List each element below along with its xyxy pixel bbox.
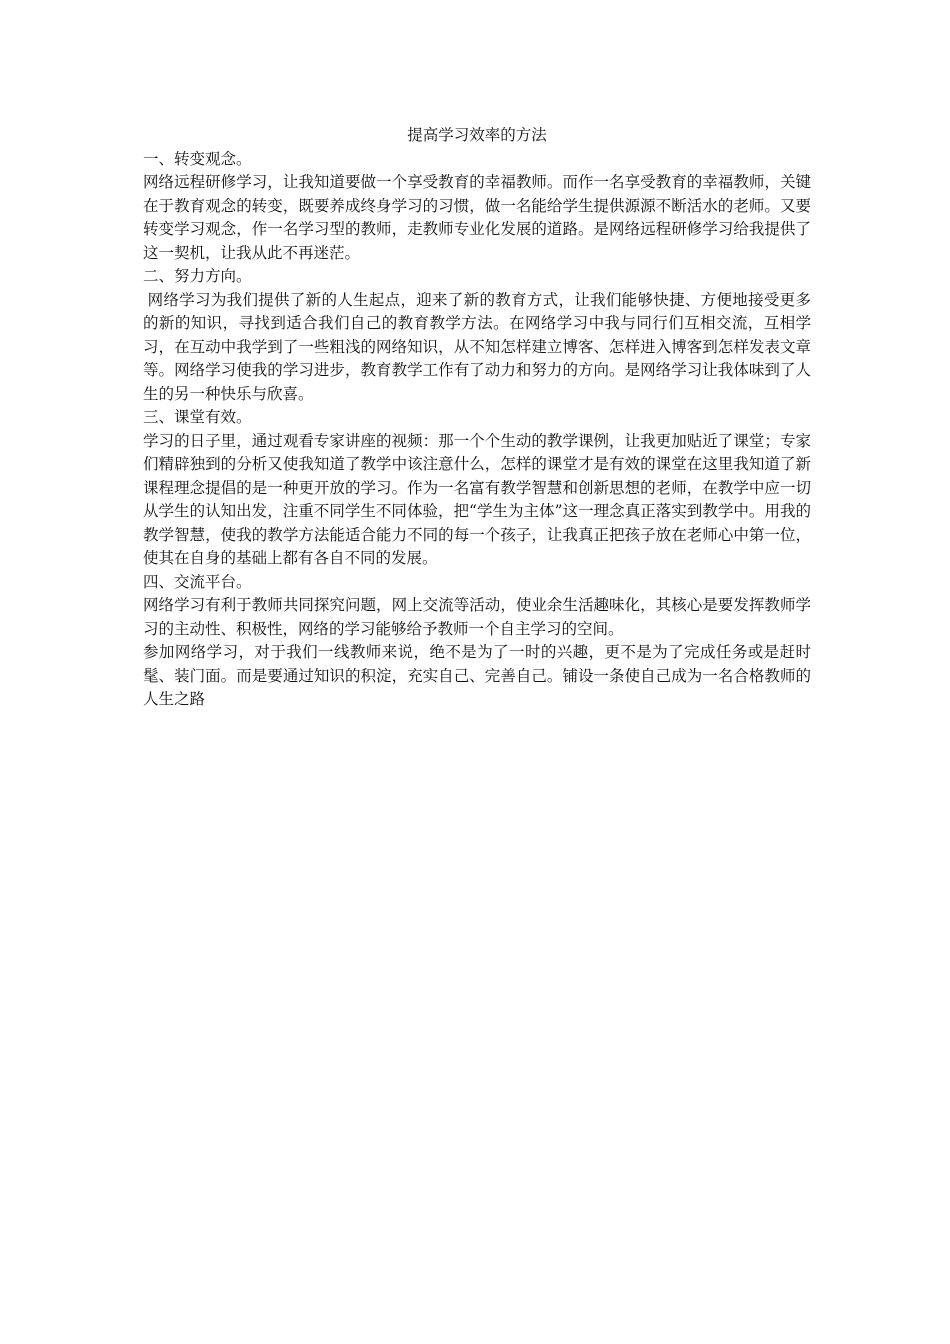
section-heading-3: 三、课堂有效。	[143, 408, 252, 426]
section-heading-1: 一、转变观念。	[143, 149, 252, 168]
section-heading-2: 二、努力方向。	[143, 267, 252, 285]
section-4-paragraph-1: 网络学习有利于教师共同探究问题，网上交流等活动，使业余生活趣味化，其核心是要发挥教师学习的主动性、积极性，网络的学习能够给予教师一个自主学习的空间。	[143, 596, 811, 638]
section-heading-4: 四、交流平台。	[143, 572, 252, 591]
section-2-paragraph-1: 网络学习为我们提供了新的人生起点，迎来了新的教育方式，让我们能够快捷、方便地接受更多的新的知识，寻找到适合我们自己的教育教学方法。在网络学习中我与同行们互相交流，互相学习，在互动中我学到了一些粗浅的网络知识，从不知怎样建立博客、怎样进入博客到怎样发表文章等。网络学习使我的学习进步，教育教学工作有了动力和努力的方向。是网络学习让我体味到了人生的另一种快乐与欣喜。	[143, 290, 811, 403]
document-title: 提高学习效率的方法	[407, 126, 547, 144]
section-3-paragraph-1: 学习的日子里，通过观看专家讲座的视频：那一个个生动的教学课例，让我更加贴近了课堂；专家们精辟独到的分析又使我知道了教学中该注意什么，怎样的课堂才是有效的课堂在这里我知道了新课程理念提倡的是一种更开放的学习。作为一名富有教学智慧和创新思想的老师，在教学中应一切从学生的认知出发，注重不同学生不同体验，把“学生为主体”这一理念真正落实到教学中。用我的教学智慧，使我的教学方法能适合能力不同的每一个孩子，让我真正把孩子放在老师心中第一位，使其在自身的基础上都有各自不同的发展。	[143, 431, 811, 567]
document-page	[143, 124, 811, 712]
section-4-paragraph-2: 参加网络学习，对于我们一线教师来说，绝不是为了一时的兴趣，更不是为了完成任务或是赶时髦、装门面。而是要通过知识的积淀，充实自己、完善自己。铺设一条使自己成为一名合格教师的人生之路	[143, 643, 811, 708]
section-1-paragraph-1: 网络远程研修学习，让我知道要做一个享受教育的幸福教师。而作一名享受教育的幸福教师，关键在于教育观念的转变，既要养成终身学习的习惯，做一名能给学生提供源源不断活水的老师。又要转变学习观念，作一名学习型的教师，走教师专业化发展的道路。是网络远程研修学习给我提供了这一契机，让我从此不再迷茫。	[143, 173, 811, 262]
